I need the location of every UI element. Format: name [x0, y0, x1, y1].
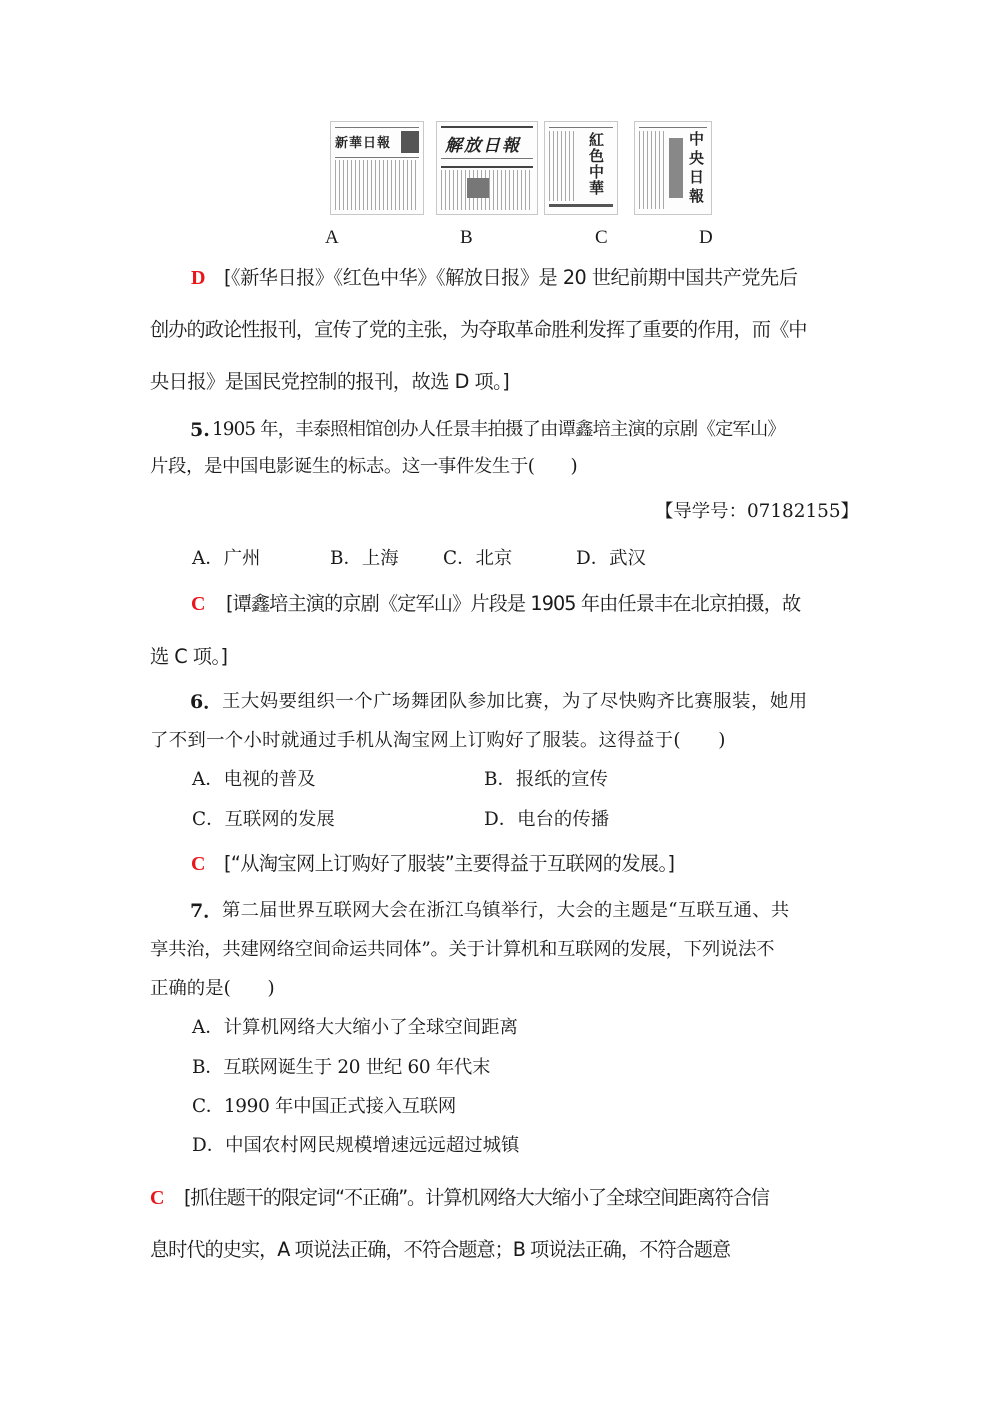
q6-stem-line: 了不到一个小时就通过手机从淘宝网上订购好了服装。这得益于( ) — [150, 730, 726, 751]
q6-option-d: D．电台的传播 — [484, 809, 610, 830]
q5-guide-number: 【导学号：07182155】 — [655, 501, 859, 522]
q4-explanation-line: 创办的政论性报刊，宣传了党的主张，为夺取革命胜利发挥了重要的作用，而《中 — [150, 318, 807, 341]
newspaper-c-masthead: 紅色中華 — [589, 131, 605, 197]
q4-explanation-line: 央日报》是国民党控制的报刊，故选 D 项。] — [150, 370, 510, 393]
q7-stem-line: 正确的是( ) — [150, 978, 275, 999]
q7-explanation-line: 息时代的史实，A 项说法正确，不符合题意；B 项说法正确，不符合题意 — [150, 1238, 731, 1261]
q7-stem-line: 享共治，共建网络空间命运共同体”。关于计算机和互联网的发展，下列说法不 — [150, 939, 775, 960]
newspaper-image-c — [544, 121, 618, 215]
newspaper-d-masthead: 中央日報 — [689, 130, 705, 205]
figure-label-c: C — [595, 227, 608, 248]
q7-option-b: B．互联网诞生于 20 世纪 60 年代末 — [192, 1057, 491, 1078]
q5-stem-line: 1905 年，丰泰照相馆创办人任景丰拍摄了由谭鑫培主演的京剧《定军山》 — [212, 419, 785, 440]
figure-label-d: D — [699, 227, 713, 248]
q7-explanation-line: [抓住题干的限定词“不正确”。计算机网络大大缩小了全球空间距离符合信 — [184, 1186, 769, 1209]
q6-answer-letter: C — [191, 853, 206, 875]
q4-answer-letter: D — [191, 267, 206, 289]
q5-option-a: A．广州 — [192, 548, 261, 569]
figure-label-b: B — [460, 227, 473, 248]
q6-stem-line: 王大妈要组织一个广场舞团队参加比赛，为了尽快购齐比赛服装，她用 — [222, 691, 808, 712]
q5-answer-letter: C — [191, 593, 206, 615]
newspaper-image-b — [436, 121, 538, 215]
newspaper-image-a — [330, 121, 424, 215]
q6-number: 6． — [190, 691, 223, 713]
newspaper-a-masthead: 新華日報 — [335, 136, 392, 151]
q7-option-a: A．计算机网络大大缩小了全球空间距离 — [192, 1017, 518, 1038]
q5-option-d: D．武汉 — [576, 548, 646, 569]
q5-option-b: B．上海 — [330, 548, 399, 569]
q5-stem-line: 片段，是中国电影诞生的标志。这一事件发生于( ) — [150, 456, 578, 477]
newspaper-b-masthead: 解放日報 — [445, 136, 521, 156]
q6-option-c: C．互联网的发展 — [192, 809, 335, 830]
q6-option-b: B．报纸的宣传 — [484, 769, 608, 790]
q5-explanation-line: 选 C 项。] — [150, 645, 228, 668]
q5-option-c: C．北京 — [443, 548, 513, 569]
q7-option-d: D．中国农村网民规模增速远远超过城镇 — [192, 1135, 520, 1156]
q4-explanation-line: [《新华日报》《红色中华》《解放日报》是 20 世纪前期中国共产党先后 — [224, 266, 798, 289]
q7-answer-letter: C — [150, 1187, 165, 1209]
q7-number: 7． — [190, 900, 223, 922]
q6-option-a: A．电视的普及 — [192, 769, 316, 790]
figure-label-a: A — [325, 227, 339, 248]
q5-explanation-line: [谭鑫培主演的京剧《定军山》片段是 1905 年由任景丰在北京拍摄，故 — [226, 592, 801, 615]
q7-option-c: C．1990 年中国正式接入互联网 — [192, 1096, 456, 1117]
q6-explanation: [“从淘宝网上订购好了服装”主要得益于互联网的发展。] — [224, 852, 675, 875]
q5-number: 5. — [190, 419, 210, 441]
newspaper-image-d — [634, 121, 712, 215]
q7-stem-line: 第二届世界互联网大会在浙江乌镇举行，大会的主题是“互联互通、共 — [222, 900, 790, 921]
